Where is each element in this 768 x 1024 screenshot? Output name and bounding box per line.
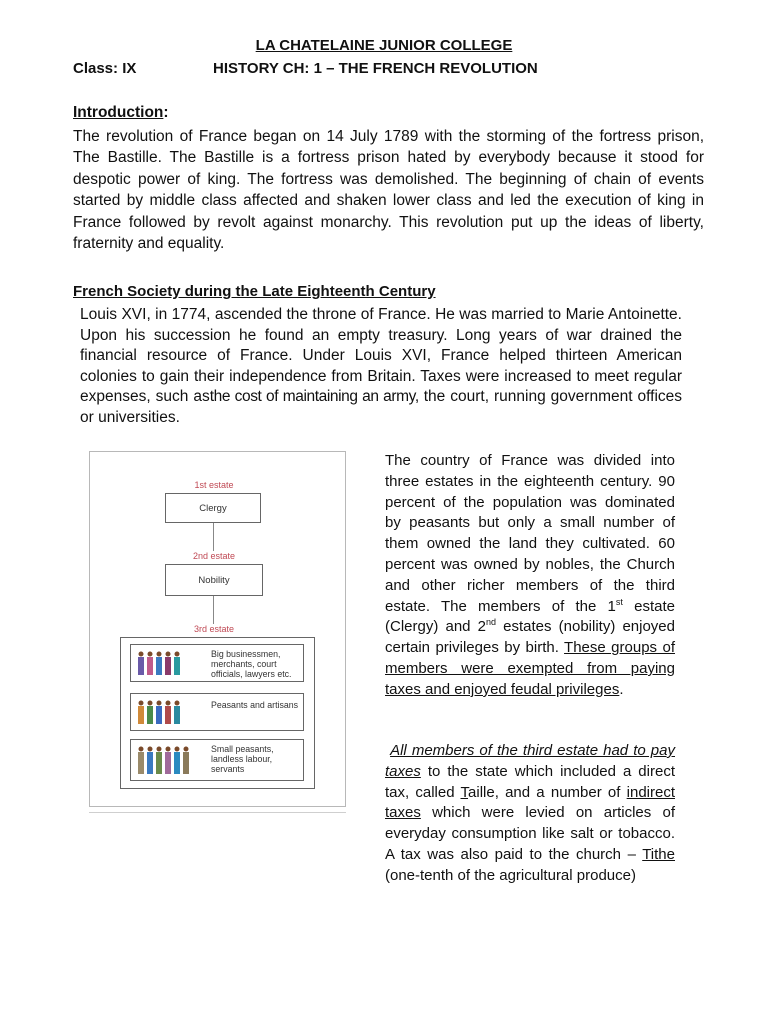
group-businessmen <box>130 644 304 682</box>
group-peasants-artisans <box>130 693 304 731</box>
diagram-divider <box>89 812 346 813</box>
college-title: LA CHATELAINE JUNIOR COLLEGE <box>255 37 513 54</box>
estate2-label: 2nd estate <box>192 551 236 561</box>
people-figures-icon <box>135 744 201 778</box>
intro-paragraph: The revolution of France began on 14 July 1789 with the storming of the fortress prison, The Bastille. The Bastille is a fortress prison hated by everybody because it stood for despotic power of king. The fortress was demolished. The beginning of chain of events started by middle class affected and shaken lower class and led the execution of king in France followed by revolt against monarchy. This revolution put up the ideas of liberty, fraternity and equality. <box>73 128 704 253</box>
chapter-title: HISTORY CH: 1 – THE FRENCH REVOLUTION <box>213 60 538 77</box>
estates-paragraph: The country of France was divided into three estates in the eighteenth century. 90 percent of the population was dominated by peasants but only a small number of them owned the land they cultivated. 60 percent was owned by nobles, the Church and other richer members of the third estate. The members of the 1st estate (Clergy) and 2nd estates (nobility) enjoyed certain privileges by birth. These groups of members were exempted from paying taxes and enjoyed feudal privileges. <box>385 452 675 698</box>
taxes-paragraph: All members of the third estate had to pay taxes to the state which included a direct tax, called Taille, and a number of indirect taxes which were levied on articles of everyday consumption like salt or tobacco. A tax was also paid to the church – Tithe (one-tenth of the agricultural produce) <box>385 742 675 884</box>
nobility-box: Nobility <box>165 564 263 596</box>
clergy-box: Clergy <box>165 493 261 523</box>
group-businessmen-label: Big businessmen, merchants, court officials, lawyers etc. <box>211 649 292 679</box>
society-heading: French Society during the Late Eighteenth Century <box>73 283 436 300</box>
intro-heading: Introduction: <box>73 104 169 121</box>
estate1-label: 1st estate <box>194 480 234 490</box>
group-small-peasants <box>130 739 304 781</box>
connector-line <box>213 596 214 624</box>
connector-line <box>213 523 214 551</box>
people-figures-icon <box>135 649 195 679</box>
class-label: Class: IX <box>73 60 137 77</box>
people-figures-icon <box>135 698 195 728</box>
louis-paragraph: Louis XVI, in 1774, ascended the throne of France. He was married to Marie Antoinette. Upon his succession he found an empty treasury. Long years of war drained the financial resource of France. Under Louis XVI, France helped thirteen American colonies to gain their independence from Britain. Taxes were increased to meet regular expenses, such asthe cost of maintaining an army, the court, running government offices or universities. <box>80 306 683 426</box>
group-peasants-label: Peasants and artisans <box>211 700 299 710</box>
group-small-peasants-label: Small peasants, landless labour, servants <box>211 744 274 774</box>
estate3-label: 3rd estate <box>193 624 235 634</box>
